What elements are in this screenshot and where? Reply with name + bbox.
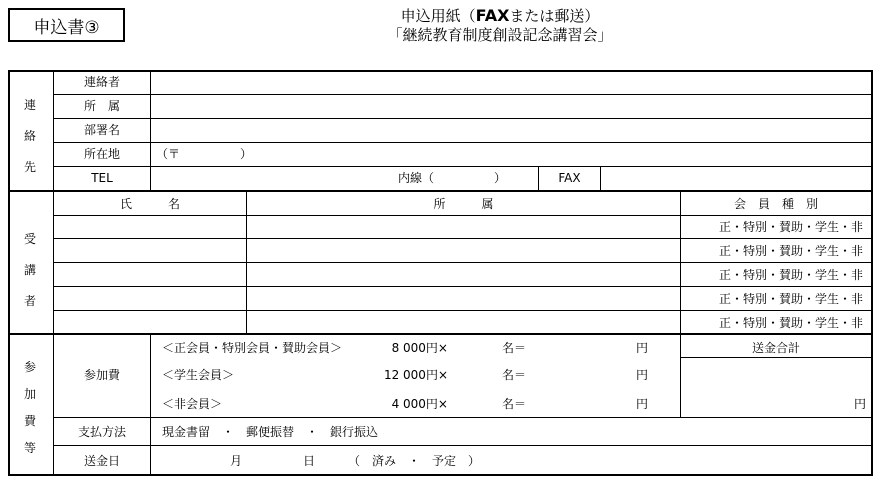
contact-person-label: 連絡者: [83, 75, 120, 89]
tel-field[interactable]: [156, 166, 386, 190]
remittance-date-label: 送金日: [83, 454, 120, 468]
contact-person-field[interactable]: [156, 70, 868, 94]
attendee-section-label: 受 講 者: [23, 232, 36, 308]
member-type-options[interactable]: 正・特別・賛助・学生・非: [718, 292, 863, 306]
fee-category: ＜学生会員＞: [162, 368, 235, 382]
remittance-status-options[interactable]: （ 済み ・ 予定 ）: [348, 454, 481, 468]
fee-amount: 12 000円×: [383, 368, 448, 382]
postal-code-field[interactable]: （〒 ）: [156, 147, 253, 161]
title-line-2: 「継続教育制度創設記念講習会」: [387, 26, 613, 44]
fee-yen[interactable]: 円: [636, 397, 649, 411]
member-type-options[interactable]: 正・特別・賛助・学生・非: [718, 244, 863, 258]
fee-persons[interactable]: 名＝: [502, 341, 527, 355]
contact-section-label: 連 絡 先: [23, 98, 36, 174]
payment-method-label: 支払方法: [77, 425, 126, 439]
participation-fee-label: 参加費: [83, 368, 120, 382]
form-number-badge: 申込書③: [8, 8, 125, 42]
name-column-header: 氏 名: [119, 197, 180, 211]
member-type-options[interactable]: 正・特別・賛助・学生・非: [718, 268, 863, 282]
affiliation-column-header: 所 属: [433, 197, 494, 211]
date-month[interactable]: 月: [230, 454, 243, 468]
tel-label: TEL: [91, 171, 113, 185]
member-type-column-header: 会 員 種 別: [733, 197, 818, 211]
payment-method-options[interactable]: 現金書留 ・ 郵便振替 ・ 銀行振込: [162, 425, 379, 439]
fees-section-label: 参 加 費 等: [23, 360, 36, 455]
fee-category: ＜非会員＞: [162, 397, 223, 411]
fee-category: ＜正会員・特別会員・賛助会員＞: [162, 341, 343, 355]
member-type-options[interactable]: 正・特別・賛助・学生・非: [718, 316, 863, 330]
fee-amount: 4 000円×: [391, 397, 448, 411]
member-type-options[interactable]: 正・特別・賛助・学生・非: [718, 220, 863, 234]
affiliation-label: 所 属: [83, 99, 120, 113]
application-form-table: [8, 70, 873, 476]
title-line-1: 申込用紙（FAXまたは郵送）: [400, 6, 600, 25]
fee-yen[interactable]: 円: [636, 368, 649, 382]
page-title: [330, 6, 670, 45]
fee-persons[interactable]: 名＝: [502, 397, 527, 411]
department-label: 部署名: [83, 123, 120, 137]
extension-field[interactable]: 内線（ ）: [398, 171, 507, 185]
date-day[interactable]: 日: [303, 454, 316, 468]
fee-yen[interactable]: 円: [636, 341, 649, 355]
fax-label: FAX: [558, 171, 581, 185]
fee-persons[interactable]: 名＝: [502, 368, 527, 382]
department-field[interactable]: [156, 118, 868, 142]
fax-field[interactable]: [606, 166, 868, 190]
fee-amount: 8 000円×: [391, 341, 448, 355]
address-label: 所在地: [83, 147, 120, 161]
total-remittance-field[interactable]: 円: [853, 397, 866, 411]
total-remittance-label: 送金合計: [751, 341, 800, 355]
affiliation-field[interactable]: [156, 94, 868, 118]
